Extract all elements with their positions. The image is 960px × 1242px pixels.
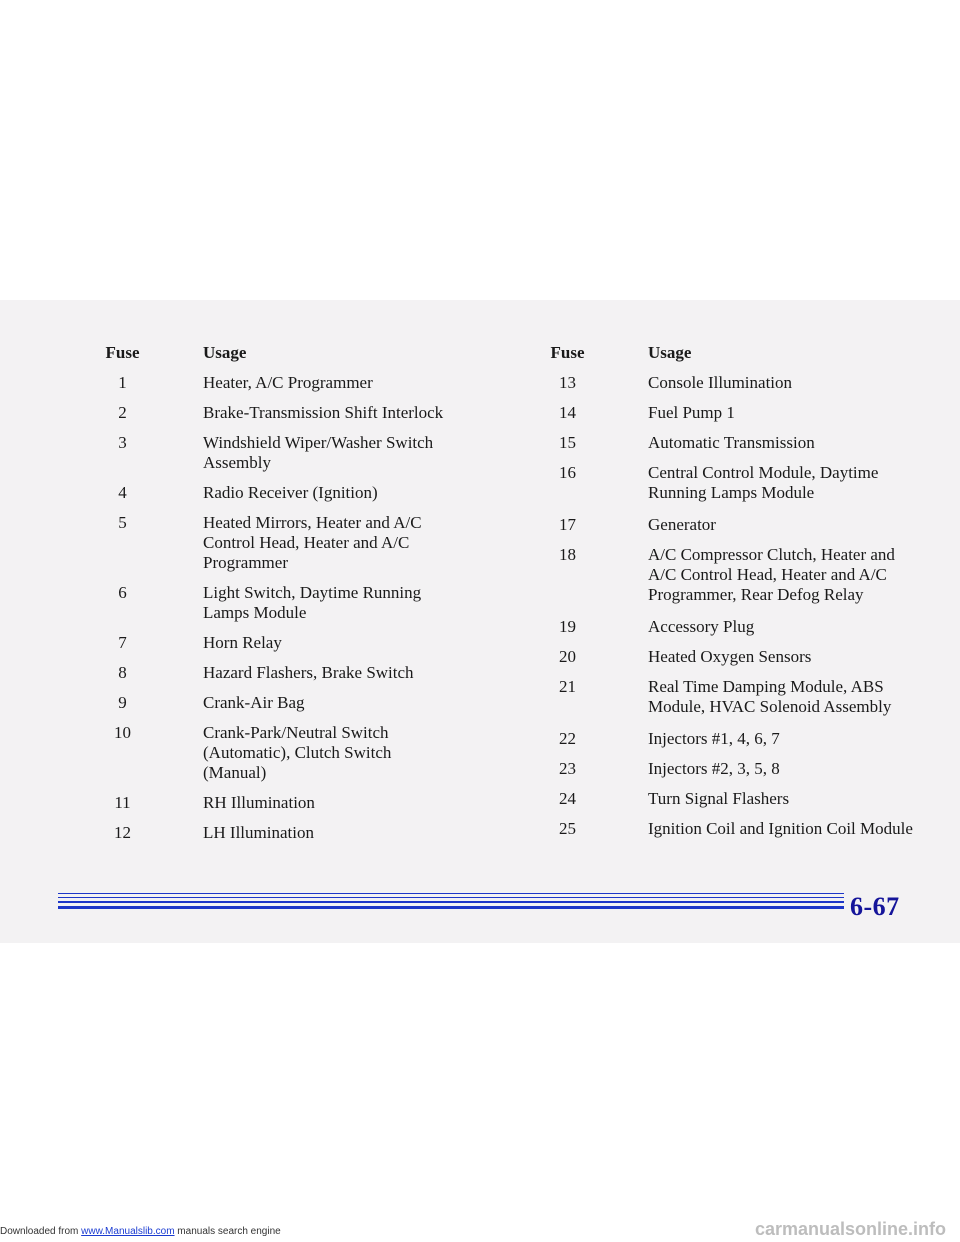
fuse-usage: Console Illumination: [648, 373, 793, 392]
fuse-number: 23: [559, 759, 576, 778]
fuse-usage: LH Illumination: [203, 823, 314, 842]
fuse-number: 11: [114, 793, 131, 812]
fuse-number: 4: [118, 483, 127, 502]
fuse-row: [540, 617, 920, 637]
fuse-number: 17: [559, 515, 576, 534]
page-divider: [58, 891, 844, 911]
fuse-number: 1: [118, 373, 127, 392]
fuse-row: [540, 789, 920, 809]
fuse-number: 10: [114, 723, 131, 742]
fuse-usage: Ignition Coil and Ignition Coil Module: [648, 819, 913, 838]
footer-suffix: manuals search engine: [174, 1226, 281, 1237]
fuse-row: [95, 433, 465, 473]
fuse-usage: Horn Relay: [203, 633, 282, 652]
fuse-number: 15: [559, 433, 576, 452]
fuse-number: 9: [118, 693, 127, 712]
fuse-usage: Windshield Wiper/Washer Switch Assembly: [203, 433, 434, 472]
fuse-usage: Generator: [648, 515, 716, 534]
fuse-column-header: Fuse: [550, 343, 585, 362]
fuse-row: [540, 759, 920, 779]
download-footer: [0, 1226, 281, 1237]
fuse-usage: Real Time Damping Module, ABS Module, HVAC Solenoid Assembly: [648, 677, 892, 716]
fuse-table-right: [540, 343, 920, 839]
fuse-number: 5: [118, 513, 127, 532]
fuse-usage: Accessory Plug: [648, 617, 755, 636]
fuse-usage: A/C Compressor Clutch, Heater and A/C Control Head, Heater and A/C Programmer, Rear Defog Relay: [648, 545, 895, 604]
fuse-usage: Injectors #1, 4, 6, 7: [648, 729, 780, 748]
fuse-usage: Central Control Module, Daytime Running Lamps Module: [648, 463, 879, 502]
fuse-usage: Crank-Air Bag: [203, 693, 305, 712]
fuse-row: [540, 433, 920, 453]
fuse-row: [540, 677, 920, 717]
watermark: carmanualsonline.info: [754, 1219, 946, 1239]
fuse-usage: RH Illumination: [203, 793, 315, 812]
fuse-number: 3: [118, 433, 127, 452]
fuse-usage: Light Switch, Daytime Running Lamps Module: [203, 583, 422, 622]
page-number: 6-67: [850, 892, 900, 921]
fuse-row: [95, 663, 465, 683]
fuse-usage: Brake-Transmission Shift Interlock: [203, 403, 444, 422]
fuse-number: 18: [559, 545, 576, 564]
table-header: [95, 343, 465, 369]
fuse-usage: Heated Oxygen Sensors: [648, 647, 812, 666]
table-header: [540, 343, 920, 369]
usage-column-header: Usage: [648, 343, 692, 362]
fuse-number: 25: [559, 819, 576, 838]
fuse-row: [540, 647, 920, 667]
fuse-number: 14: [559, 403, 576, 422]
fuse-row: [540, 729, 920, 749]
fuse-usage: Heater, A/C Programmer: [203, 373, 373, 392]
fuse-row: [540, 545, 920, 605]
fuse-row: [540, 403, 920, 423]
fuse-usage: Injectors #2, 3, 5, 8: [648, 759, 780, 778]
fuse-number: 22: [559, 729, 576, 748]
fuse-number: 6: [118, 583, 127, 602]
fuse-number: 8: [118, 663, 127, 682]
fuse-usage: Automatic Transmission: [648, 433, 815, 452]
fuse-row: [95, 483, 465, 503]
fuse-number: 19: [559, 617, 576, 636]
fuse-number: 20: [559, 647, 576, 666]
fuse-number: 12: [114, 823, 131, 842]
fuse-row: [95, 823, 465, 843]
fuse-row: [95, 403, 465, 423]
fuse-usage: Crank-Park/Neutral Switch (Automatic), Clutch Switch (Manual): [203, 723, 392, 782]
fuse-number: 24: [559, 789, 576, 808]
fuse-row: [540, 373, 920, 393]
fuse-column-header: Fuse: [105, 343, 140, 362]
fuse-row: [95, 513, 465, 573]
fuse-usage: Turn Signal Flashers: [648, 789, 790, 808]
fuse-number: 7: [118, 633, 127, 652]
manualslib-link[interactable]: www.Manualslib.com: [81, 1226, 175, 1237]
fuse-row: [95, 373, 465, 393]
fuse-number: 2: [118, 403, 127, 422]
usage-column-header: Usage: [203, 343, 247, 362]
fuse-usage: Fuel Pump 1: [648, 403, 735, 422]
fuse-usage: Heated Mirrors, Heater and A/C Control Head, Heater and A/C Programmer: [203, 513, 422, 572]
fuse-row: [95, 633, 465, 653]
fuse-row: [540, 819, 920, 839]
fuse-row: [95, 693, 465, 713]
fuse-row: [540, 515, 920, 535]
fuse-row: [540, 463, 920, 503]
fuse-number: 16: [559, 463, 576, 482]
fuse-usage: Hazard Flashers, Brake Switch: [203, 663, 414, 682]
fuse-row: [95, 793, 465, 813]
fuse-table-left: [95, 343, 465, 843]
fuse-number: 13: [559, 373, 576, 392]
fuse-row: [95, 583, 465, 623]
fuse-number: 21: [559, 677, 576, 696]
fuse-usage: Radio Receiver (Ignition): [203, 483, 378, 502]
fuse-row: [95, 723, 465, 783]
footer-prefix: Downloaded from: [0, 1226, 82, 1237]
